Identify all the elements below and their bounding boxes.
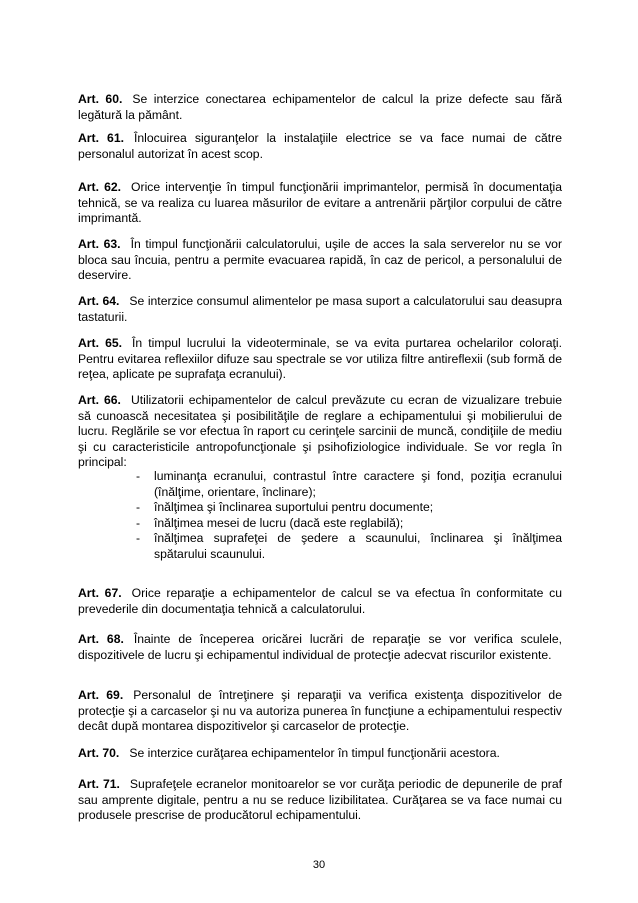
article-text: Se interzice conectarea echipamentelor de calcul la prize defecte sau fără legătură la pământ. xyxy=(78,92,563,122)
article-text: Utilizatorii echipamentelor de calcul prevăzute cu ecran de vizualizare trebuie să cunoască necesitatea şi posibilităţile de reglare a echipamentului şi mobilierului de lucru. Reglările se vor efectua în raport cu cerinţele sarcinii de muncă, condiţiile de mediu şi cu caracteristicile antropofuncţionale şi psihofiziologice individuale. Se vor regla în principal: xyxy=(78,393,562,470)
article-68 xyxy=(78,632,562,663)
article-63 xyxy=(78,237,562,284)
article-text: Orice intervenţie în timpul funcţionării imprimantelor, permisă în documentaţia tehnică, se va realiza cu luarea măsurilor de evitare a antrenării părţilor corpului de către imprimantă. xyxy=(78,180,562,226)
article-text: Personalul de întreţinere şi reparaţii va verifica existenţa dispozitivelor de protecţie şi a carcaselor şi nu va autoriza punerea în funcţiune a echipamentului respectiv decât după montarea dispozitivelor şi carcaselor de protecţie. xyxy=(78,688,562,734)
article-69 xyxy=(78,688,562,735)
article-label: Art. 65. xyxy=(78,336,123,350)
article-text: Suprafeţele ecranelor monitoarelor se vor curăţa periodic de depunerile de praf sau amprente digitale, pentru a nu se reduce lizibilitatea. Curăţarea se va face numai cu produsele prescrise de producătorul echipamentului. xyxy=(78,777,562,823)
article-label: Art. 70. xyxy=(78,746,120,760)
article-66 xyxy=(78,393,562,471)
list-item-text: luminanţa ecranului, contrastul între caractere şi fond, poziţia ecranului (înălţime, orientare, înclinare); xyxy=(154,469,562,499)
article-label: Art. 67. xyxy=(78,586,122,600)
article-text: Înlocuirea siguranţelor la instalaţiile electrice se va face numai de către personalul autorizat în acest scop. xyxy=(78,131,562,161)
list-marker: - xyxy=(136,500,141,515)
list-marker: - xyxy=(136,515,141,530)
article-label: Art. 69. xyxy=(78,688,124,702)
article-text: Se interzice consumul alimentelor pe masa suport a calculatorului sau deasupra tastaturii. xyxy=(78,294,562,324)
article-67 xyxy=(78,586,562,617)
article-62 xyxy=(78,180,562,227)
list-item xyxy=(78,516,562,532)
list-item xyxy=(78,469,562,500)
article-64 xyxy=(78,294,562,325)
article-label: Art. 62. xyxy=(78,180,122,194)
list-item-text: înălţimea suprafeţei de şedere a scaunului, înclinarea şi înălţimea spătarului scaunului. xyxy=(154,531,562,561)
article-61 xyxy=(78,131,562,162)
article-text: În timpul lucrului la videoterminale, se va evita purtarea ochelarilor coloraţi. Pentru evitarea reflexiilor difuze sau spectrale se vor utiliza filtre antireflexii (sub formă de reţea, aplicate pe suprafaţa ecranului). xyxy=(78,336,562,382)
article-label: Art. 60. xyxy=(78,92,123,106)
list-item-text: înălţimea şi înclinarea suportului pentru documente; xyxy=(154,500,434,515)
article-label: Art. 68. xyxy=(78,632,124,646)
article-text: Orice reparaţie a echipamentelor de calcul se va efectua în conformitate cu prevederile din documentaţia tehnică a calculatorului. xyxy=(78,586,562,616)
article-71 xyxy=(78,777,562,824)
list-marker: - xyxy=(136,469,141,483)
article-label: Art. 71. xyxy=(78,777,120,791)
page-number: 30 xyxy=(312,859,326,871)
article-label: Art. 61. xyxy=(78,131,124,145)
article-65 xyxy=(78,336,562,383)
list-item-text: înălţimea mesei de lucru (dacă este reglabilă); xyxy=(154,515,404,530)
article-label: Art. 64. xyxy=(78,294,120,308)
article-text: În timpul funcţionării calculatorului, uşile de acces la sala serverelor nu se vor bloca sau încuia, pentru a permite evacuarea rapidă, în caz de pericol, a personalului de deservire. xyxy=(78,237,562,283)
list-marker: - xyxy=(136,531,141,546)
article-66-list xyxy=(78,469,562,563)
article-text: Înainte de începerea oricărei lucrări de reparaţie se vor verifica sculele, dispozitivele de lucru şi echipamentul individual de protecţie adecvat riscurilor existente. xyxy=(78,632,562,662)
article-label: Art. 66. xyxy=(78,393,121,407)
article-label: Art. 63. xyxy=(78,237,121,251)
article-60 xyxy=(78,92,562,123)
list-item xyxy=(78,500,562,516)
list-item xyxy=(78,531,562,562)
article-70 xyxy=(78,746,562,762)
article-text: Se interzice curăţarea echipamentelor în timpul funcţionării acestora. xyxy=(129,746,500,760)
